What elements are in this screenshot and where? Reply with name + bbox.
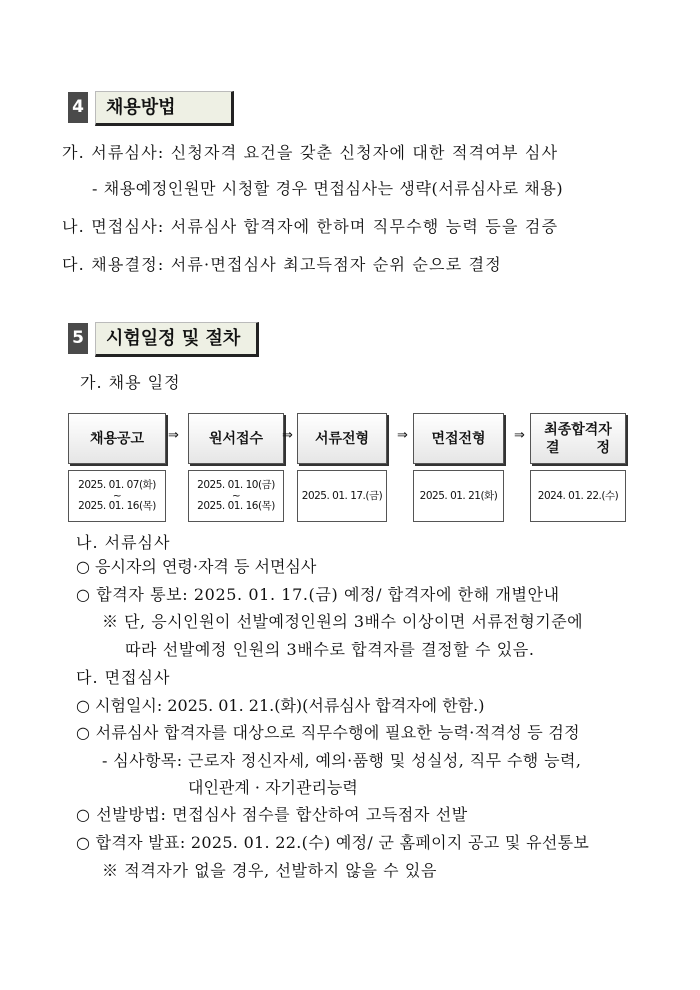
text-line: 다. 채용결정: 서류·면접심사 최고득점자 순위 순으로 결정 — [62, 255, 502, 274]
arrow-icon: ⇒ — [168, 428, 179, 443]
final-label-part: 결 — [546, 439, 560, 456]
section-5-title: 시험일정 및 절차 — [95, 322, 259, 357]
list-item: ○ 시험일시: 2025. 01. 21.(화)(서류심사 합격자에 한함.) — [76, 696, 485, 715]
doc-review-heading: 나. 서류심사 — [76, 533, 171, 552]
arrow-icon: ⇒ — [397, 428, 408, 443]
date-from: 2025. 01. 07(화) — [78, 479, 156, 491]
list-item: ○ 서류심사 합격자를 대상으로 직무수행에 필요한 능력·적격성 등 검정 — [76, 723, 580, 742]
list-item: ○ 선발방법: 면접심사 점수를 합산하여 고득점자 선발 — [76, 805, 468, 824]
subtitle: 가. 채용 일정 — [80, 373, 181, 392]
flow-step-final — [530, 413, 626, 464]
flow-step-document: 서류전형 — [297, 413, 387, 464]
final-label-part: 정 — [596, 439, 610, 456]
date-to: 2025. 01. 16(목) — [78, 500, 156, 512]
date-from: 2025. 01. 10(금) — [197, 479, 275, 491]
flow-date-application — [188, 470, 284, 522]
list-item: ○ 합격자 통보: 2025. 01. 17.(금) 예정/ 합격자에 한해 개별안내 — [76, 585, 560, 604]
interview-heading: 다. 면접심사 — [76, 668, 171, 687]
list-item: ○ 응시자의 연령·자격 등 서면심사 — [76, 557, 317, 576]
date-to: 2025. 01. 16(목) — [197, 500, 275, 512]
final-label-line1: 최종합격자 — [544, 421, 612, 438]
section-4-title: 채용방법 — [95, 91, 234, 126]
final-label-line2 — [546, 439, 610, 457]
list-item: 따라 선발예정 인원의 3배수로 합격자를 결정할 수 있음. — [125, 640, 535, 659]
tilde: ~ — [231, 490, 241, 502]
list-item: ※ 단, 응시인원이 선발예정인원의 3배수 이상이면 서류전형기준에 — [102, 612, 584, 631]
flow-date-final: 2024. 01. 22.(수) — [530, 470, 626, 522]
list-item: ○ 합격자 발표: 2025. 01. 22.(수) 예정/ 군 홈페이지 공고 및 유선통보 — [76, 833, 590, 852]
arrow-icon: ⇒ — [282, 428, 293, 443]
flow-step-interview: 면접전형 — [413, 413, 504, 464]
flow-date-interview: 2025. 01. 21(화) — [413, 470, 504, 522]
list-item: - 심사항목: 근로자 정신자세, 예의·품행 및 성실성, 직무 수행 능력, — [102, 751, 582, 770]
flow-step-application: 원서접수 — [188, 413, 284, 464]
text-line: 나. 면접심사: 서류심사 합격자에 한하며 직무수행 능력 등을 검증 — [62, 217, 559, 236]
flow-step-announcement: 채용공고 — [68, 413, 166, 464]
text-line: 가. 서류심사: 신청자격 요건을 갖춘 신청자에 대한 적격여부 심사 — [62, 143, 559, 162]
tilde: ~ — [112, 490, 122, 502]
flow-date-document: 2025. 01. 17.(금) — [297, 470, 387, 522]
list-item: ※ 적격자가 없을 경우, 선발하지 않을 수 있음 — [102, 861, 438, 880]
flow-date-announcement — [68, 470, 166, 522]
section-4-number: 4 — [68, 92, 88, 123]
section-5-number: 5 — [68, 323, 88, 354]
text-line: - 채용예정인원만 시청할 경우 면접심사는 생략(서류심사로 채용) — [92, 179, 564, 198]
arrow-icon: ⇒ — [514, 428, 525, 443]
list-item: 대인관계 · 자기관리능력 — [188, 778, 358, 797]
